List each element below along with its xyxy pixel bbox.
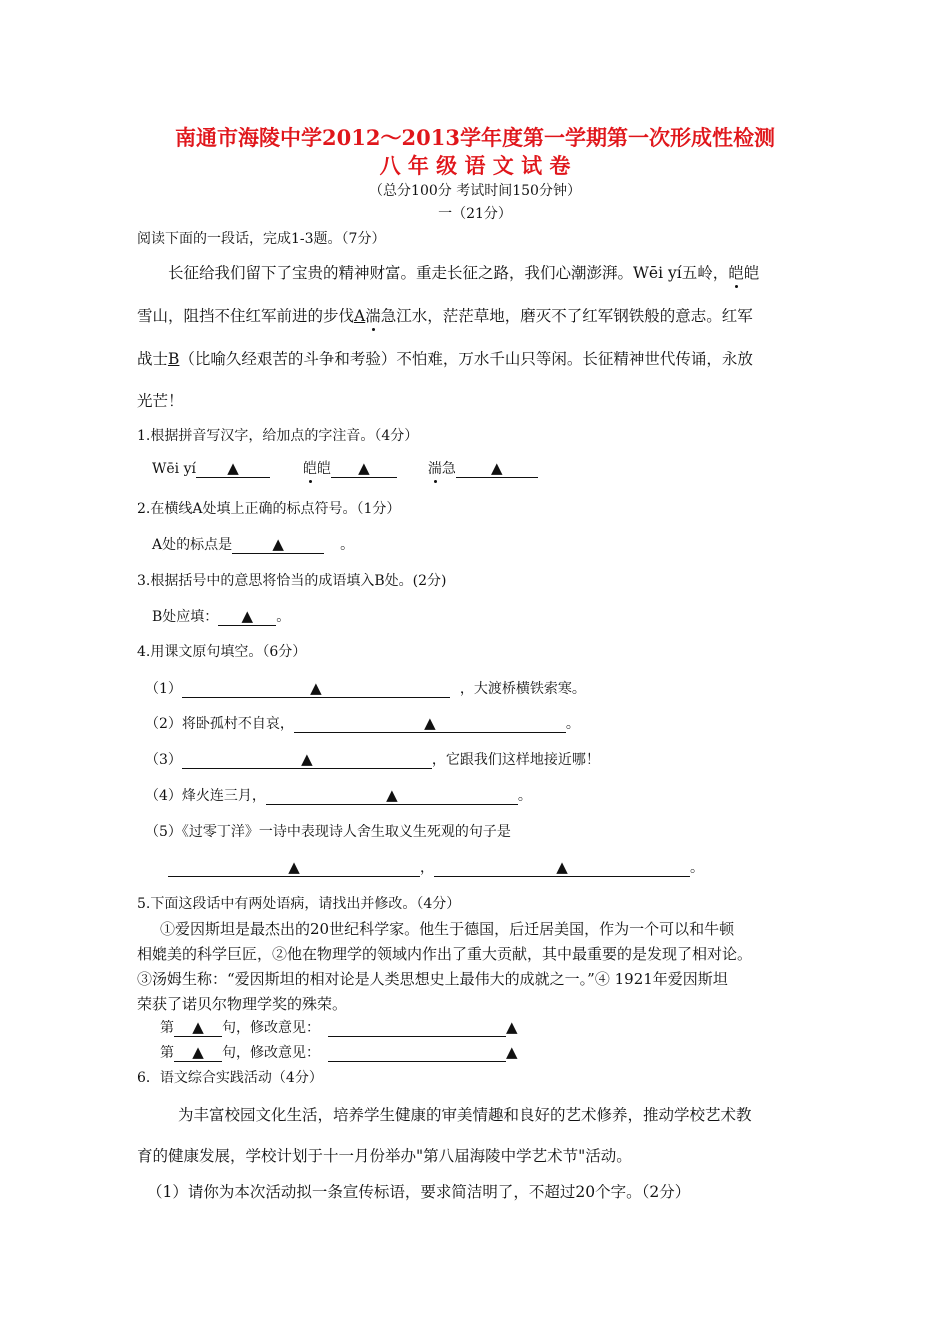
q5-answer-row-2 bbox=[160, 1042, 518, 1062]
triangle-icon: ▲ bbox=[310, 679, 322, 697]
q4-item-1 bbox=[145, 678, 586, 698]
q4-item-5 bbox=[145, 821, 511, 841]
q2-prompt: 2.在横线A处填上正确的标点符号。（1分） bbox=[137, 501, 401, 517]
dotted-char: 皑 bbox=[302, 461, 317, 477]
q5-fix-blank-2[interactable] bbox=[328, 1044, 506, 1062]
triangle-icon: ▲ bbox=[491, 459, 503, 477]
q1-blank-2[interactable] bbox=[331, 460, 397, 478]
passage-text: （比喻久经艰苦的斗争和考验）不怕难，万水千山只等闲。长征精神世代传诵，永放 bbox=[179, 350, 753, 368]
q6-paragraph-2: 育的健康发展，学校计划于十一月份举办"第八届海陵中学艺术节"活动。 bbox=[137, 1147, 632, 1165]
q4-item-5-text: 《过零丁洋》一诗中表现诗人舍生取义生死观的句子是 bbox=[181, 824, 511, 840]
item-number: （1） bbox=[145, 681, 182, 697]
q3-end: 。 bbox=[276, 609, 291, 625]
score-time-note: （总分100分 考试时间150分钟） bbox=[369, 183, 581, 199]
q4-item-5-answers bbox=[168, 857, 704, 877]
q5-fix-blank-1[interactable] bbox=[328, 1019, 506, 1037]
triangle-icon: ▲ bbox=[288, 858, 300, 876]
q4-blank-5b[interactable] bbox=[434, 859, 690, 877]
passage-text: 长征给我们留下了宝贵的精神财富。重走长征之路，我们心潮澎湃。Wēi yí五岭， bbox=[168, 264, 729, 282]
q4-item-2-text: 将卧孤村不自哀， bbox=[181, 716, 294, 732]
q4-item-3 bbox=[145, 749, 600, 769]
triangle-icon: ▲ bbox=[301, 750, 313, 768]
triangle-icon: ▲ bbox=[506, 1018, 518, 1036]
q4-blank-4[interactable] bbox=[266, 787, 518, 805]
q1-blank-1[interactable] bbox=[196, 460, 270, 478]
triangle-icon: ▲ bbox=[506, 1043, 518, 1061]
q6-paragraph-1: 为丰富校园文化生活，培养学生健康的审美情趣和良好的艺术修养，推动学校艺术教 bbox=[178, 1106, 752, 1124]
q3-prompt: 3.根据括号中的意思将恰当的成语填入B处。(2分) bbox=[137, 573, 447, 589]
exam-subtitle-grade: 八 年 级 语 文 试 卷 bbox=[379, 153, 571, 178]
q4-item-3-end: ，它跟我们这样地接近哪！ bbox=[431, 752, 600, 768]
triangle-icon: ▲ bbox=[241, 607, 254, 625]
item-number: （5） bbox=[145, 824, 182, 840]
triangle-icon: ▲ bbox=[386, 786, 398, 804]
q5-sentence-blank-2[interactable] bbox=[174, 1044, 222, 1062]
q5-answer-row-1 bbox=[160, 1017, 518, 1037]
q5-prompt: 5.下面这段话中有两处语病，请找出并修改。（4分） bbox=[137, 896, 461, 912]
q4-blank-2[interactable] bbox=[294, 715, 566, 733]
triangle-icon: ▲ bbox=[192, 1018, 204, 1036]
triangle-icon: ▲ bbox=[358, 459, 370, 477]
marker-b: B bbox=[168, 350, 180, 368]
q4-item-5-mid: ， bbox=[420, 860, 434, 876]
q2-label: A处的标点是 bbox=[152, 537, 233, 553]
q5-sentence-blank-1[interactable] bbox=[174, 1019, 222, 1037]
q4-item-4-end: 。 bbox=[517, 788, 532, 804]
passage-text: 雪山，阻挡不住红军前进的步伐 bbox=[137, 307, 355, 325]
q4-blank-3[interactable] bbox=[182, 751, 432, 769]
dotted-char: 湍 bbox=[365, 307, 381, 325]
q5-line-3: ③汤姆生称：“爱因斯坦的相对论是人类思想史上最伟大的成就之一。”④ 1921年爱因斯坦 bbox=[137, 970, 728, 988]
q6-prompt: 6．语文综合实践活动（4分） bbox=[137, 1070, 323, 1086]
q4-blank-5a[interactable] bbox=[168, 859, 420, 877]
q1-prompt: 1.根据拼音写汉字，给加点的字注音。（4分） bbox=[137, 428, 419, 444]
section-heading: 一（21分） bbox=[438, 206, 512, 222]
item-number: （3） bbox=[145, 752, 182, 768]
q5-line-4: 荣获了诺贝尔物理学奖的殊荣。 bbox=[137, 995, 348, 1013]
q5-line-1: ①爱因斯坦是最杰出的20世纪科学家。他生于德国，后迁居美国，作为一个可以和牛顿 bbox=[160, 920, 735, 938]
passage-line-1 bbox=[168, 261, 759, 283]
passage-line-4: 光芒！ bbox=[137, 392, 184, 410]
q4-item-2-end: 。 bbox=[565, 716, 580, 732]
q1-item-char: 皑 bbox=[316, 461, 331, 477]
dotted-char: 皑 bbox=[728, 264, 744, 282]
passage-line-3 bbox=[137, 347, 753, 369]
reading-instruction: 阅读下面的一段话，完成1-3题。（7分） bbox=[137, 231, 386, 247]
passage-text: 战士 bbox=[137, 350, 169, 368]
q4-item-1-end: ，大渡桥横铁索寒。 bbox=[459, 681, 586, 697]
q2-end: 。 bbox=[340, 537, 355, 553]
triangle-icon: ▲ bbox=[192, 1043, 204, 1061]
q2-blank[interactable] bbox=[232, 536, 324, 554]
triangle-icon: ▲ bbox=[556, 858, 568, 876]
q5-row-label: 第 bbox=[160, 1045, 174, 1061]
q1-answers bbox=[152, 458, 538, 478]
q3-blank[interactable] bbox=[218, 608, 276, 626]
q5-row-text: 句，修改意见： bbox=[222, 1045, 320, 1061]
q1-blank-3[interactable] bbox=[456, 460, 538, 478]
q2-answer bbox=[152, 534, 354, 554]
triangle-icon: ▲ bbox=[272, 535, 284, 553]
marker-a: A bbox=[354, 307, 366, 325]
q1-item-pinyin: Wēi yí bbox=[152, 461, 196, 477]
triangle-icon: ▲ bbox=[227, 459, 239, 477]
q4-item-2 bbox=[145, 713, 580, 733]
exam-title: 南通市海陵中学2012～2013学年度第一学期第一次形成性检测 bbox=[175, 125, 775, 150]
passage-line-2 bbox=[137, 304, 753, 326]
triangle-icon: ▲ bbox=[424, 714, 436, 732]
q3-label: B处应填： bbox=[152, 609, 219, 625]
q1-item-char: 急 bbox=[441, 461, 456, 477]
item-number: （4） bbox=[145, 788, 182, 804]
q5-line-2: 相媲美的科学巨匠，②他在物理学的领域内作出了重大贡献，其中最重要的是发现了相对论。 bbox=[137, 945, 753, 963]
q5-row-label: 第 bbox=[160, 1020, 174, 1036]
dotted-char: 湍 bbox=[427, 461, 442, 477]
passage-text: 急江水，茫茫草地，磨灭不了红军钢铁般的意志。红军 bbox=[380, 307, 753, 325]
q4-item-4 bbox=[145, 785, 532, 805]
q4-item-5-end: 。 bbox=[690, 860, 704, 876]
q5-row-text: 句，修改意见： bbox=[222, 1020, 320, 1036]
q3-answer bbox=[152, 606, 290, 626]
q4-item-4-text: 烽火连三月， bbox=[181, 788, 266, 804]
item-number: （2） bbox=[145, 716, 182, 732]
passage-text: 皑 bbox=[743, 264, 760, 282]
q4-blank-1[interactable] bbox=[182, 680, 450, 698]
q6-subquestion-1: （1）请你为本次活动拟一条宣传标语，要求简洁明了，不超过20个字。（2分） bbox=[147, 1183, 691, 1201]
q4-prompt: 4.用课文原句填空。（6分） bbox=[137, 644, 307, 660]
